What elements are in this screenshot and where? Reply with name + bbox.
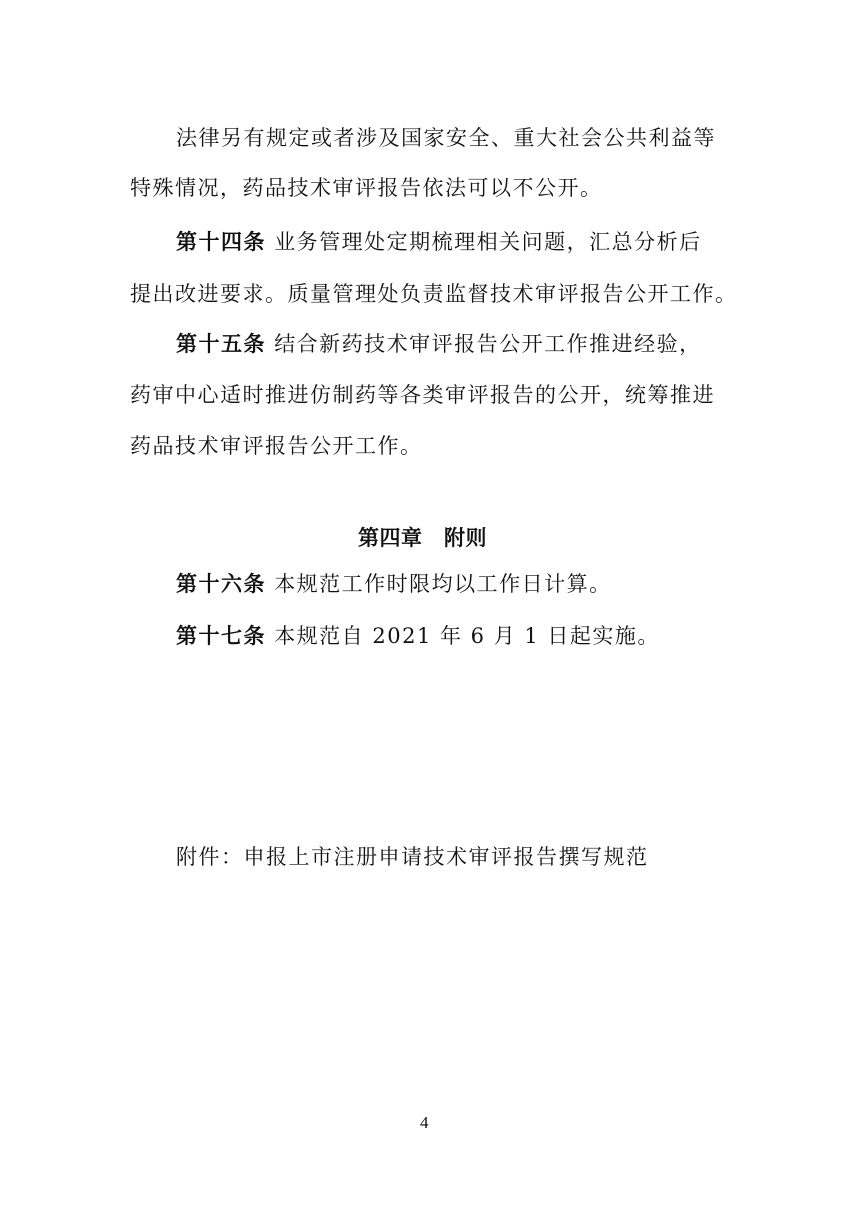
article-17 [176,622,660,650]
article-14-label: 第十四条 [176,229,266,254]
paragraph-line: 提出改进要求。质量管理处负责监督技术审评报告公开工作。 [130,282,738,306]
article-16 [176,570,612,598]
article-15-text: 结合新药技术审评报告公开工作推进经验， [274,332,702,356]
page-number: 4 [420,1113,429,1132]
paragraph-line: 特殊情况，药品技术审评报告依法可以不公开。 [130,176,603,200]
article-14 [176,228,702,256]
article-16-text: 本规范工作时限均以工作日计算。 [274,572,612,596]
article-15 [176,330,702,358]
paragraph-line: 药审中心适时推进仿制药等各类审评报告的公开，统筹推进 [130,383,715,407]
attachment-note: 附件：申报上市注册申请技术审评报告撰写规范 [176,845,649,869]
article-17-label: 第十七条 [176,623,266,648]
paragraph-line: 法律另有规定或者涉及国家安全、重大社会公共利益等 [176,126,716,150]
article-16-label: 第十六条 [176,571,266,596]
article-15-label: 第十五条 [176,331,266,356]
chapter-title: 第四章 附则 [358,525,487,550]
paragraph-line: 药品技术审评报告公开工作。 [130,434,423,458]
article-17-text: 本规范自 2021 年 6 月 1 日起实施。 [274,624,660,648]
article-14-text: 业务管理处定期梳理相关问题，汇总分析后 [274,230,702,254]
